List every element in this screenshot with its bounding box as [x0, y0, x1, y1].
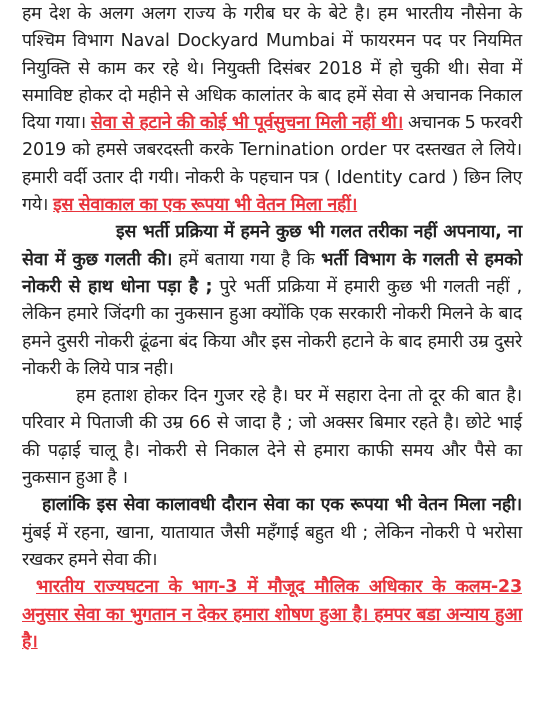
recruitment-text: पुरे भर्ती प्रक्रिया में हमारी कुछ भी गलती नहीं , लेकिन हमारे जिंदगी का नुकसान हुआ क्योंकि एक सरकारी नोकरी मिलने के बाद हमने दुसरी नोकरी ढूंढना बंद किया और इस नोकरी हटाने के बाद हमारी उम्र दुसरे नोकरी के लिये पात्र नही। — [22, 276, 522, 379]
no-wrongdoing-statement: इस भर्ती प्रक्रिया में हमने कुछ भी गलत तरीका नहीं अपनाया, ना सेवा में कुछ गलती की। — [22, 222, 522, 270]
constitution-highlight: भारतीय राज्यघटना के भाग-3 में मौजूद मौलिक अधिकार के कलम-23 अनुसार सेवा का भुगतान न देकर हमारा शोषण हुआ है। हमपर बडा अन्याय हुआ है। — [22, 577, 522, 652]
paragraph-salary — [22, 492, 522, 574]
department-mistake-statement: भर्ती विभाग के गलती से हमको नोकरी से हाथ धोना पड़ा है ; — [22, 249, 522, 297]
no-salary-highlight: इस सेवाकाल का एक रूपया भी वेतन मिला नहीं। — [53, 195, 358, 216]
told-text: हमें बताया गया है कि — [172, 249, 322, 270]
paragraph-family — [22, 383, 522, 492]
paragraph-recruitment — [22, 219, 522, 383]
termination-text: अचानक 5 फरवरी 2019 को हमसे जबरदस्ती करके Ternination order पर दस्तखत ले लिये। हमारी वर्दी उतार दी गयी। नोकरी के पहचान पत्र ( Identity card ) छिन लिए गये। — [22, 113, 522, 216]
family-text: हम हताश होकर दिन गुजर रहे है। घर में सहारा देना तो दूर की बात है। परिवार मे पिताजी की उम्र 66 से जादा है ; जो अक्सर बिमार रहते है। छोटे भाई की पढ़ाई चालू है। नोकरी से निकाल देने से हमारा काफी समय और पैसे का नुकसान हुआ है । — [22, 386, 522, 489]
no-prior-notice-highlight: सेवा से हटाने की कोई भी पूर्वसुचना मिली नहीं थी। — [90, 113, 404, 134]
paragraph-employment — [22, 1, 522, 219]
employment-text: हम देश के अलग अलग राज्य के गरीब घर के बेटे है। हम भारतीय नौसेना के पश्चिम विभाग Naval Dockyard Mumbai में फायरमन पद पर नियमित नियुक्ति से काम कर रहे थे। नियुक्ती दिसंबर 2018 में हो चुकी थी। सेवा में समाविष्ट होकर दो महीने से अधिक कालांतर के बाद हमें सेवा से अचानक निकाल दिया गया। — [22, 4, 522, 134]
no-salary-statement: हालांकि इस सेवा कालावधी दौरान सेवा का एक रूपया भी वेतन मिला नही। — [42, 495, 522, 516]
salary-text: मुंबई में रहना, खाना, यातायात जैसी महँगाई बहुत थी ; लेकिन नोकरी पे भरोसा रखकर हमने सेवा की। — [22, 522, 522, 570]
paragraph-constitution — [22, 574, 522, 656]
